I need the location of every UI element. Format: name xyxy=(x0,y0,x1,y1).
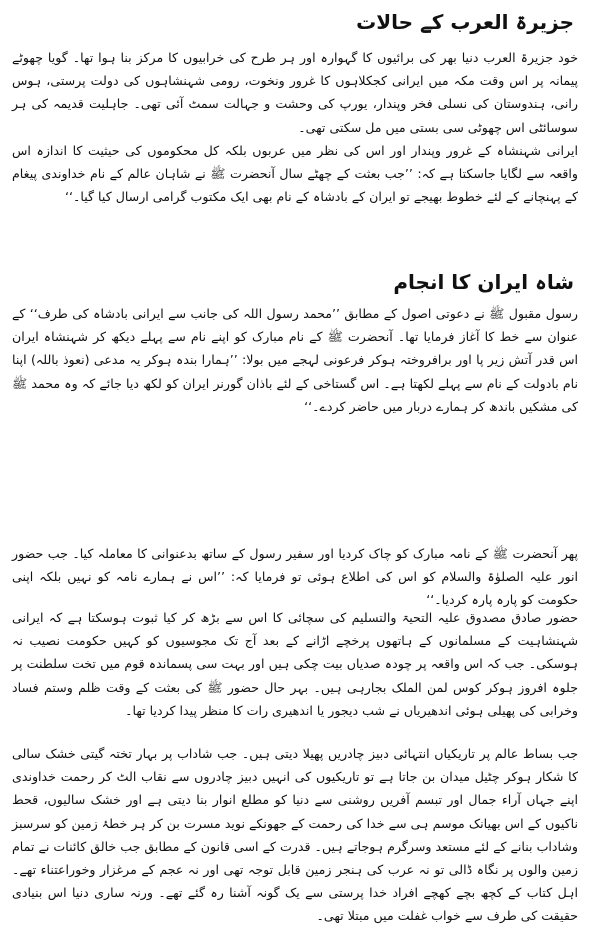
section-heading-arabia: جزیرۃ العرب کے حالات xyxy=(356,10,574,34)
paragraph-persian-emperor: ایرانی شہنشاہ کے غرور وپندار اور اس کی نظر میں عربوں بلکہ کل محکوموں کی حیثیت کا اندازہ اس واقعہ سے لگایا جاسکتا ہے کہ: ’’جب بعثت کے چھٹے سال آنحضرت ﷺ نے شاہان عالم کے نام خداوندی پیغام کے پہنچانے کے لئے خطوط بھیجے تو ایران کے بادشاہ کے نام بھی ایک مکتوب گرامی ارسال کیا گیا۔‘‘ xyxy=(12,142,578,205)
document-page xyxy=(6,6,584,924)
section-heading-shah-iran: شاہ ایران کا انجام xyxy=(393,270,574,294)
paragraph-arabia-conditions: خود جزیرۃ العرب دنیا بھر کی برائیوں کا گہوارہ اور ہر طرح کی خرابیوں کا مرکز بنا ہوا تھا۔ گویا چھوٹے پیمانہ پر اس وقت مکہ میں ایرانی کجکلاہوں کا غرور ونخوت، رومی شہنشاہوں کی دولت پرستی، ہوس رانی، ہندوستان کی نسلی فخر وپندار، یورپ کی وحشت و جہالت سمٹ آئی تھی۔ جاہلیت قدیمہ کی ہر سوسائٹی اس چھوٹی سی بستی میں مل سکتی تھی۔ xyxy=(12,50,578,135)
paragraph-prophecy: حضور صادق مصدوق علیہ التحیۃ والتسلیم کی سچائی کا اس سے بڑھ کر کیا ثبوت ہوسکتا ہے کہ ایرانی شہنشاہیت کے مسلمانوں کے ہاتھوں پرخچے اڑانے کے بعد آج تک مجوسیوں کو کہیں حکومت نصیب نہ ہوسکی۔ جب کہ اس واقعہ پر چودہ صدیاں بیت چکی ہیں اور بہت سی پسماندہ قوم میں تخت سلطنت پر جلوہ افروز ہوکر کوس لمن الملک بجارہی ہیں۔ بہر حال حضور ﷺ کی بعثت کے وقت ظلم وستم فساد وخرابی کی پھیلی ہوئی اندھیریاں نے شب دیجور یا اندھیری رات کا منظر پیدا کردیا تھا۔ xyxy=(12,610,578,718)
text-block-torn-letter xyxy=(12,542,578,612)
text-block-mercy xyxy=(12,742,578,928)
text-block-arabia xyxy=(12,46,578,208)
paragraph-letter-to-shah: رسول مقبول ﷺ نے دعوتی اصول کے مطابق ’’محمد رسول اللہ کی جانب سے ایرانی بادشاہ کی طرف‘‘ کے عنوان سے خط کا آغاز فرمایا تھا۔ آنحضرت ﷺ کے نام مبارک کو اپنے نام سے پہلے دیکھ کر شہنشاہ ایران اس قدر آتش زیر پا اور برافروختہ ہوکر فرعونی لہجے میں بولا: ’’ہمارا بندہ ہوکر یہ مدعی (نعوذ باللہ) اپنا نام بادولت کے نام سے پہلے لکھتا ہے۔ اس گستاخی کے لئے باذان گورنر ایران کو لکھ دیا جائے کہ وہ محمد ﷺ کی مشکیں باندھ کر ہمارے دربار میں حاضر کردے۔‘‘ xyxy=(12,306,578,414)
text-block-prophecy xyxy=(12,606,578,722)
paragraph-divine-mercy: جب بساط عالم پر تاریکیاں انتہائی دبیز چادریں پھیلا دیتی ہیں۔ جب شاداب پر بہار تختہ گیتی خشک سالی کا شکار ہوکر چٹیل میدان بن جاتا ہے تو تاریکیوں کی انہیں دبیز چادروں سے نقاب الٹ کر رحمت خداوندی اپنے جہاں آراء جمال اور تبسم آفریں روشنی سے دنیا کو مطلع انوار بنا دیتی ہے اور خشک سالیوں، قحط ناکیوں کے اس بھیانک موسم ہی سے خدا کی رحمت کے جھونکے نوید مسرت بن کر ہر خطۂ زمین کو سرسبز وشاداب بنانے کے لئے مستعد وسرگرم ہوجاتے ہیں۔ قدرت کے اسی قانون کے مطابق جب خالق کائنات نے تمام زمین والوں پر نگاہ ڈالی تو نہ عرب کی ہنجر زمین قابل توجہ تھی اور نہ عجم کے مرغزار وخوراعتناء تھے۔ اہل کتاب کے کچھ بچے کھچے افراد خدا پرستی سے یک گونہ آشنا رہ گئے تھے۔ ورنہ ساری دنیا اس بنیادی حقیقت کی طرف سے خواب غفلت میں مبتلا تھی۔ xyxy=(12,746,578,924)
text-block-shah xyxy=(12,302,578,418)
paragraph-torn-letter: پھر آنحضرت ﷺ کے نامہ مبارک کو چاک کردیا اور سفیر رسول کے ساتھ بدعنوانی کا معاملہ کیا۔ جب حضور انور علیہ الصلوٰۃ والسلام کو اس کی اطلاع ہوئی تو فرمایا کہ: ’’اس نے ہمارے نامہ کو نہیں بلکہ اپنی حکومت کو پارہ پارہ کردیا۔‘‘ xyxy=(12,546,578,608)
